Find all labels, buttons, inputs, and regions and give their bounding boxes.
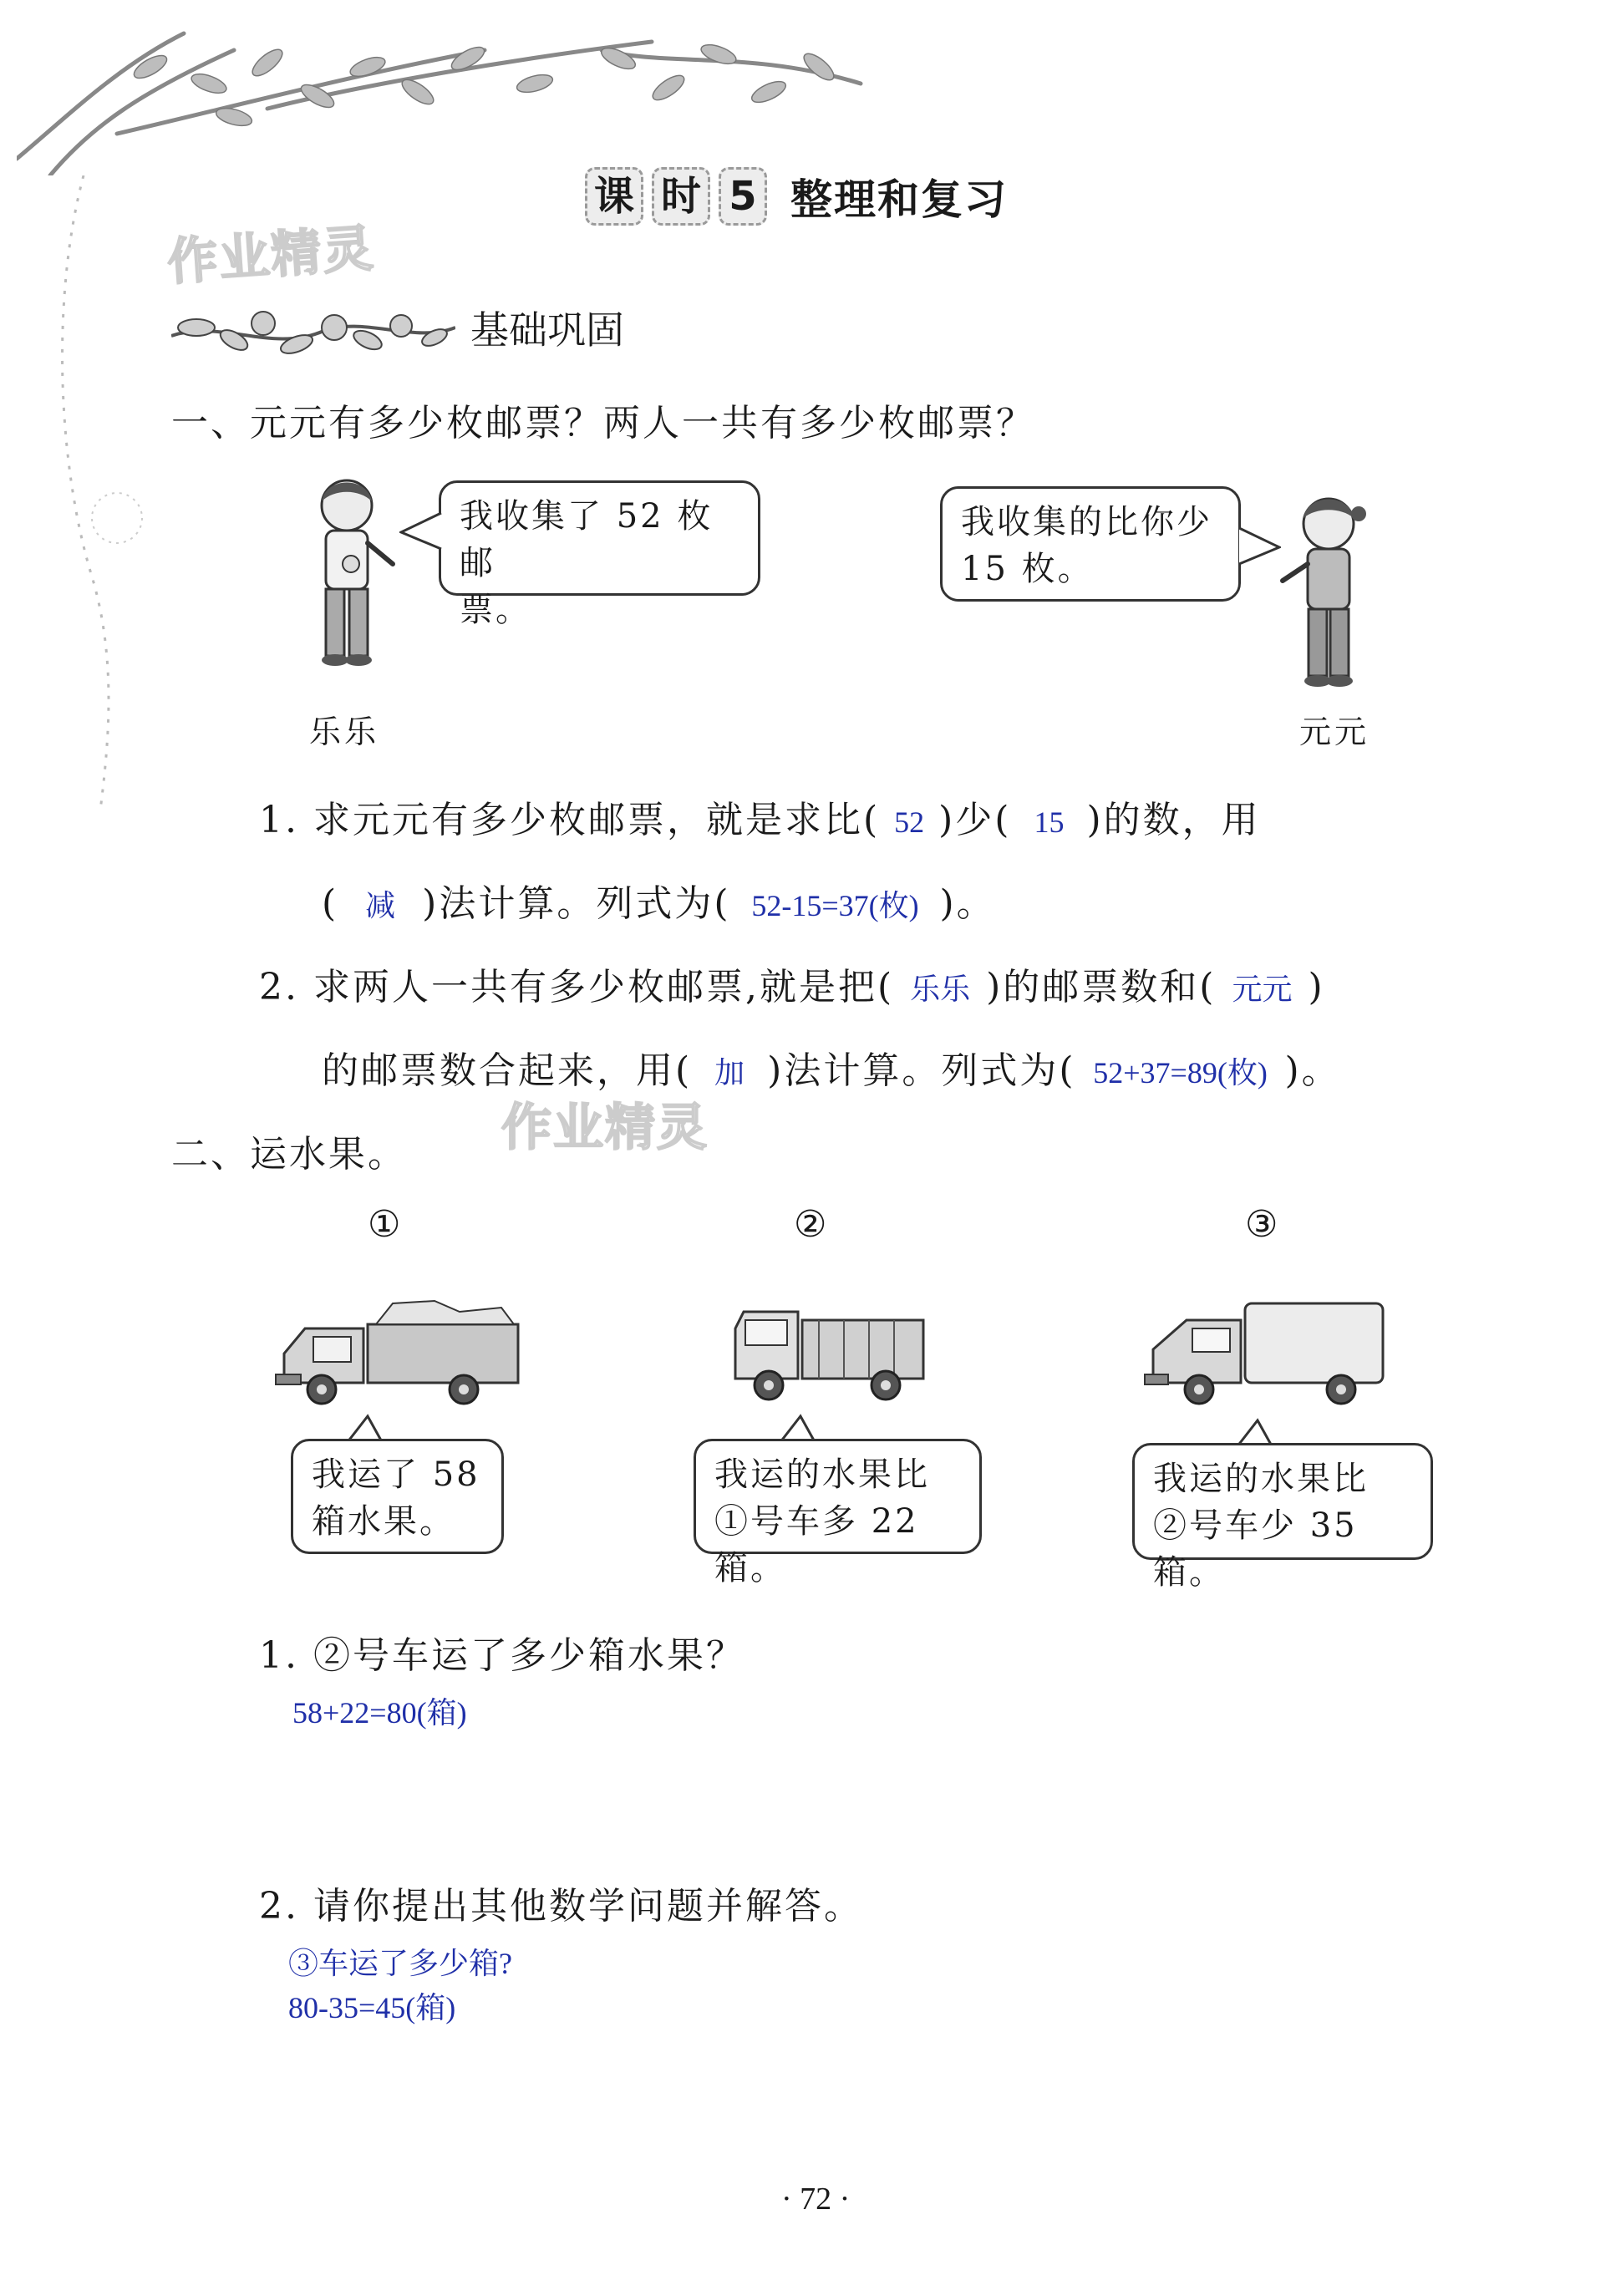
- truck-3-illustration: [1141, 1291, 1387, 1408]
- watermark: 作业精灵: [501, 1099, 709, 1157]
- text-segment: ): [1308, 966, 1325, 1008]
- speech-line: ①号车多 22 箱。: [714, 1502, 919, 1587]
- answer-text: 52+37=89(枚): [1093, 1056, 1268, 1090]
- text-segment: )的邮票数和(: [986, 966, 1217, 1008]
- text-segment: )法计算。列式为(: [767, 1049, 1076, 1092]
- q1-sub2-line2: [322, 1040, 1341, 1094]
- truck-number: ①: [368, 1203, 401, 1246]
- answer-text: 元元: [1232, 973, 1293, 1006]
- bubble-tail: [399, 511, 443, 553]
- text-segment: )。: [1284, 1049, 1341, 1092]
- branch-decoration: [17, 17, 869, 175]
- lesson-title-text: 整理和复习: [790, 175, 1008, 224]
- speech-line: 我运的水果比: [1153, 1460, 1369, 1498]
- answer-text: 52: [894, 805, 925, 839]
- truck-number: ②: [794, 1203, 827, 1246]
- dashed-margin-curve: [33, 175, 150, 810]
- q2-sub2-answer-line: 80-35=45(箱): [288, 1991, 456, 2024]
- lesson-number: 5: [719, 167, 767, 226]
- text-segment: )少(: [938, 799, 1012, 841]
- speech-line: 我收集了 52 枚邮: [460, 497, 714, 582]
- answer-text: 加: [714, 1056, 745, 1090]
- speech-line: ②号车少 35 箱。: [1153, 1506, 1358, 1592]
- q2-sub1-question: 1. ②号车运了多少箱水果？: [259, 1634, 745, 1677]
- speech-line: 我运的水果比: [714, 1455, 930, 1494]
- q2-sub2-question: 2. 请你提出其他数学问题并解答。: [259, 1885, 863, 1928]
- watermark: 作业精灵: [165, 219, 377, 292]
- text-segment: 1. 求元元有多少枚邮票，就是求比(: [259, 799, 881, 841]
- page-number: · 72 ·: [781, 2182, 851, 2217]
- q2-sub2-answer-line: ③车运了多少箱?: [288, 1947, 512, 1980]
- lesson-prefix-char: 时: [652, 167, 710, 226]
- truck-1-speech-bubble: [291, 1439, 504, 1554]
- lesson-prefix-char: 课: [585, 167, 643, 226]
- answer-text: 减: [365, 889, 396, 922]
- flower-vine-icon: [171, 294, 455, 361]
- truck-3-speech-bubble: [1132, 1443, 1433, 1592]
- boy-illustration: [301, 472, 401, 673]
- answer-text: 52-15=37(枚): [751, 889, 919, 922]
- speech-line: 15 枚。: [961, 550, 1094, 588]
- speech-line: 箱水果。: [312, 1502, 455, 1541]
- boy-name: 乐乐: [309, 714, 380, 750]
- truck-2-illustration: [727, 1287, 927, 1404]
- answer-text: 乐乐: [910, 973, 971, 1006]
- section-header: [171, 294, 624, 361]
- truck-number: ③: [1245, 1203, 1278, 1246]
- section-title: 基础巩固: [470, 307, 624, 353]
- q2-sub1-answer: 58+22=80(箱): [292, 1696, 467, 1730]
- question-1-heading: 一、元元有多少枚邮票？两人一共有多少枚邮票？: [171, 402, 1035, 444]
- text-segment: 的邮票数合起来，用(: [322, 1049, 693, 1092]
- q1-sub1-line2: [322, 873, 996, 927]
- boy-speech-bubble: [439, 480, 760, 629]
- girl-name: 元元: [1299, 714, 1370, 750]
- q1-sub1-line1: [259, 790, 1261, 843]
- text-segment: (: [322, 882, 339, 925]
- text-segment: 2. 求两人一共有多少枚邮票,就是把(: [259, 966, 895, 1008]
- text-segment: )法计算。列式为(: [422, 882, 731, 925]
- speech-line: 我收集的比你少: [961, 503, 1212, 541]
- bubble-tail: [1237, 526, 1281, 568]
- speech-line: 我运了 58: [312, 1455, 480, 1494]
- text-segment: )。: [939, 882, 996, 925]
- girl-speech-bubble: [940, 486, 1241, 602]
- question-2-heading: 二、运水果。: [171, 1133, 407, 1176]
- truck-1-illustration: [267, 1291, 526, 1408]
- lesson-title: [585, 163, 1008, 230]
- text-segment: )的数，用: [1086, 799, 1261, 841]
- truck-2-speech-bubble: [694, 1439, 982, 1587]
- speech-line: 票。: [460, 591, 531, 629]
- answer-text: 15: [1034, 805, 1065, 839]
- girl-illustration: [1278, 489, 1387, 693]
- q1-sub2-line1: [259, 957, 1325, 1010]
